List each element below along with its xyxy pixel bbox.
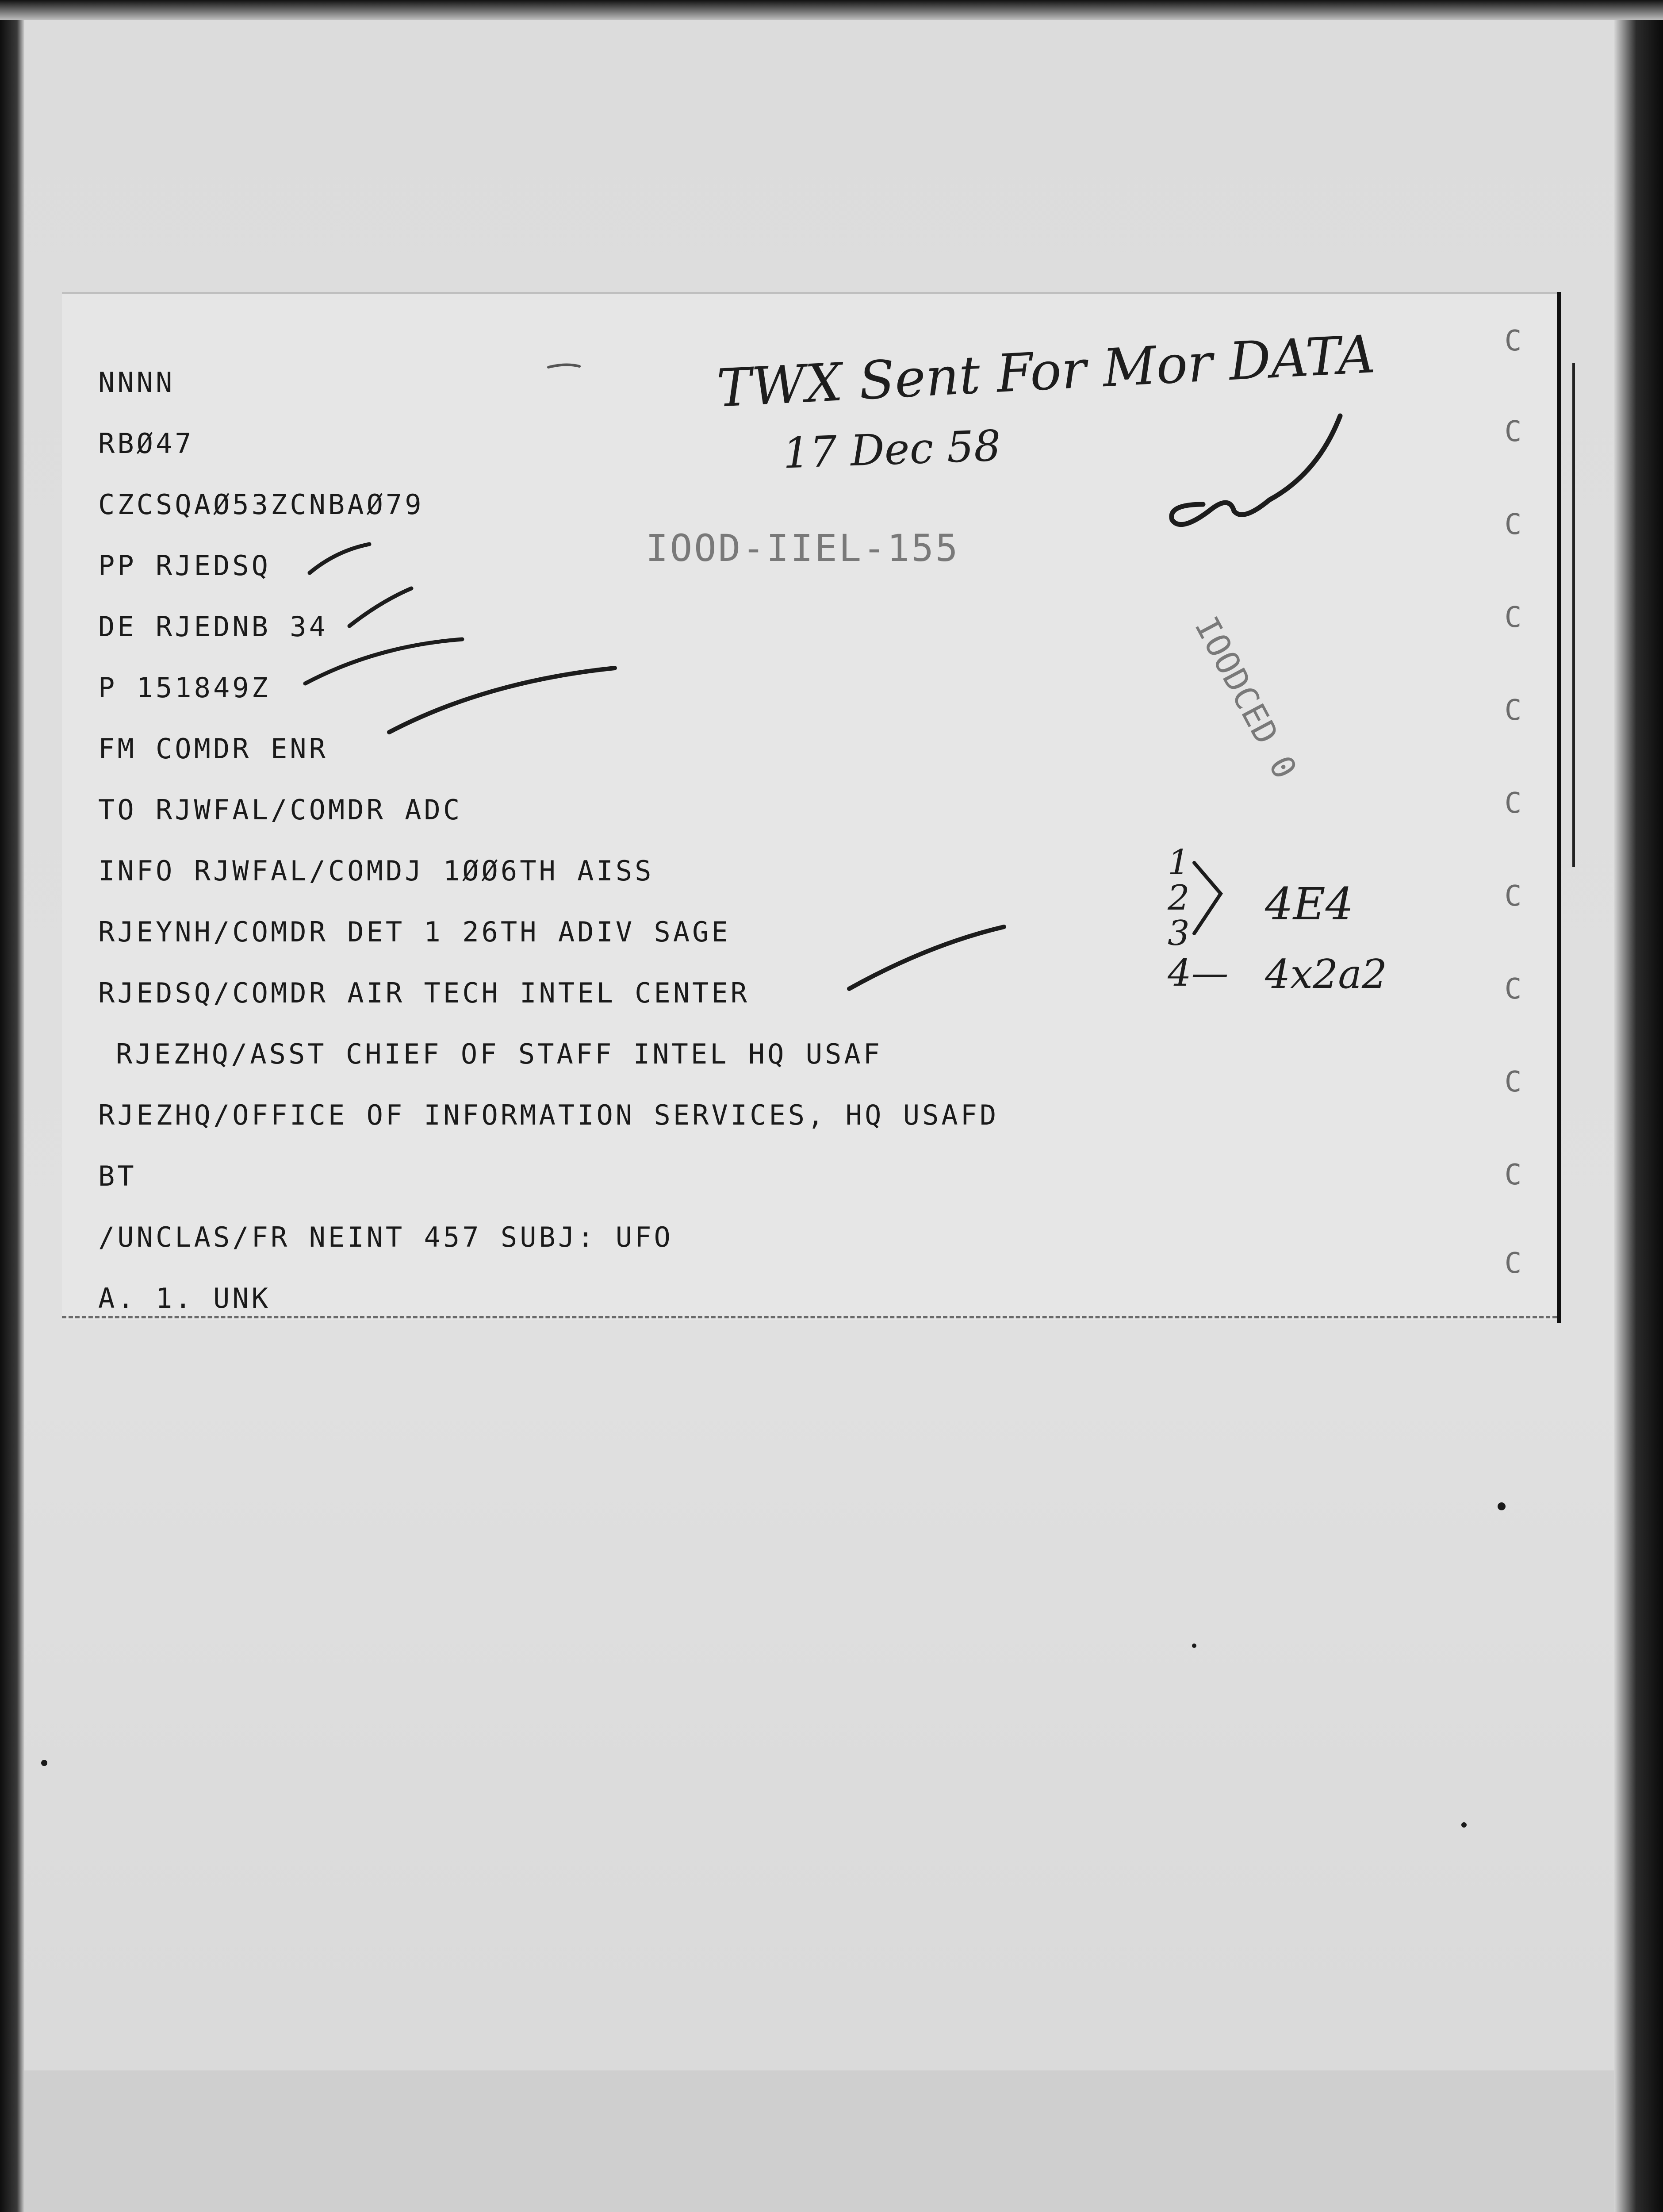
sprocket-hole-icon: C [1504,601,1522,634]
sprocket-hole-icon: C [1504,508,1522,541]
message-line: /UNCLAS/FR NEINT 457 SUBJ: UFO [98,1221,673,1253]
handwritten-code: 4E4 [1265,878,1354,930]
check-mark [305,639,462,684]
message-line: RJEDSQ/COMDR AIR TECH INTEL CENTER [98,977,750,1009]
check-mark [849,927,1004,989]
received-stamp-rotated: IOODCED 0 [1187,611,1304,785]
received-stamp: IOOD-IIEL-155 [646,526,960,570]
message-line: RJEZHQ/ASST CHIEF OF STAFF INTEL HQ USAF [116,1038,883,1070]
sprocket-hole-icon: C [1504,787,1522,820]
sprocket-hole-icon: C [1504,415,1522,448]
check-mark [310,544,369,573]
handwritten-list-number: 3 [1168,914,1190,953]
message-line: NNNN [98,366,175,399]
message-line: BT [98,1160,137,1192]
message-line: A. 1. UNK [98,1282,271,1314]
message-line: FM COMDR ENR [98,733,328,765]
handwritten-note: TWX Sent For Mor DATA [715,323,1377,419]
sprocket-hole-icon: C [1504,1066,1522,1098]
sprocket-hole-icon: C [1504,1247,1522,1280]
initials-flourish [1172,416,1340,525]
sprocket-hole-icon: C [1504,880,1522,913]
check-mark [389,668,615,732]
message-line: DE RJEDNB 34 [98,611,328,643]
stray-mark [548,365,579,367]
sprocket-hole-icon: C [1504,694,1522,727]
sprocket-hole-icon: C [1504,325,1522,357]
list-bracket [1194,863,1221,933]
message-line: INFO RJWFAL/COMDJ 1ØØ6TH AISS [98,855,654,887]
handwritten-list-number: 1 [1168,843,1190,883]
sprocket-hole-icon: C [1504,973,1522,1006]
handwritten-code: 4x2a2 [1265,951,1387,998]
check-mark [349,588,411,626]
message-line: PP RJEDSQ [98,549,271,582]
handwritten-date: 17 Dec 58 [782,421,1002,478]
message-line: CZCSQAØ53ZCNBAØ79 [98,488,424,521]
message-line: RJEZHQ/OFFICE OF INFORMATION SERVICES, HQ USAFD [98,1099,999,1131]
message-line: P 151849Z [98,672,271,704]
message-line: RJEYNH/COMDR DET 1 26TH ADIV SAGE [98,916,731,948]
handwritten-list-number: 4— [1168,951,1229,995]
message-line: TO RJWFAL/COMDR ADC [98,794,463,826]
message-line: RBØ47 [98,427,194,460]
sprocket-hole-icon: C [1504,1159,1522,1191]
handwritten-list-number: 2 [1168,878,1190,918]
